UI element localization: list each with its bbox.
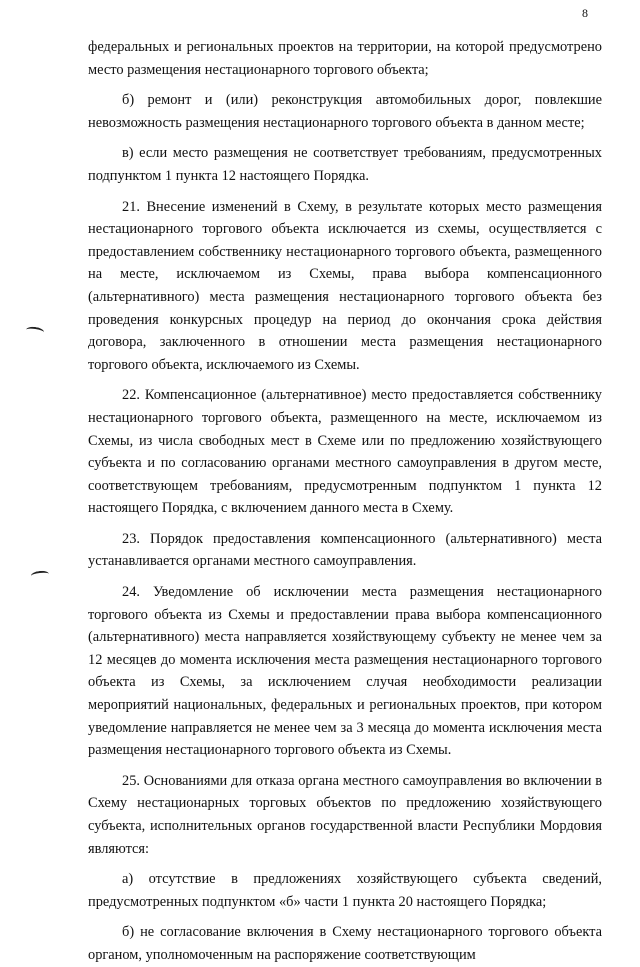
page-number: 8 — [582, 6, 588, 20]
paragraph-21: 21. Внесение изменений в Схему, в результате которых место размещения нестационарного торгового объекта исключается из схемы, осуществляется с предоставлением собственнику нестационарного торгового объекта, размещенного на месте, исключаемом из Схемы, права выбора компенсационного (альтернативного) места размещения нестационарного торгового объекта без проведения конкурсных процедур на период до окончания срока действия договора, заключенного в отношении места размещения нестационарного торгового объекта, исключаемого из Схемы. — [88, 198, 602, 373]
paragraph-continuation: федеральных и региональных проектов на территории, на которой предусмотрено место размещения нестационарного торгового объекта; — [88, 39, 602, 78]
paragraph-25: 25. Основаниями для отказа органа местного самоуправления во включении в Схему нестационарных торговых объектов по предложению хозяйствующего субъекта, исполнительных органов государственной власти Республики Мордовия являются: — [88, 772, 602, 857]
document-body — [88, 36, 602, 967]
paragraph-item-b: б) ремонт и (или) реконструкция автомобильных дорог, повлекшие невозможность размещения нестационарного торгового объекта в данном месте; — [88, 92, 602, 131]
margin-pen-mark — [26, 326, 45, 336]
paragraph-22: 22. Компенсационное (альтернативное) место предоставляется собственнику нестационарного торгового объекта, размещенного на месте, исключаемом из Схемы, из числа свободных мест в Схеме или по предложению хозяйствующего субъекта и по согласованию органами местного самоуправления в другом месте, соответствующем требованиям, предусмотренным подпунктом 1 пункта 12 настоящего Порядка, с включением данного места в Схему. — [88, 387, 602, 517]
paragraph-24: 24. Уведомление об исключении места размещения нестационарного торгового объекта из Схемы и предоставлении права выбора компенсационного (альтернативного) места направляется хозяйствующему субъекту не менее чем за 12 месяцев до момента исключения места размещения нестационарного торгового объекта из Схемы, за исключением случая необходимости реализации мероприятий национальных, федеральных и региональных проектов, при котором уведомление направляется не менее чем за 3 месяца до момента исключения места размещения нестационарного торгового объекта из Схемы. — [88, 584, 602, 759]
margin-pen-mark — [31, 570, 50, 580]
paragraph-item-a: а) отсутствие в предложениях хозяйствующего субъекта сведений, предусмотренных подпунктом «б» части 1 пункта 20 настоящего Порядка; — [88, 871, 602, 910]
paragraph-23: 23. Порядок предоставления компенсационного (альтернативного) места устанавливается органами местного самоуправления. — [88, 530, 602, 570]
paragraph-item-b2: б) не согласование включения в Схему нестационарного торгового объекта органом, уполномоченным на распоряжение соответствующим — [88, 924, 602, 963]
paragraph-item-v: в) если место размещения не соответствует требованиям, предусмотренных подпунктом 1 пункта 12 настоящего Порядка. — [88, 145, 602, 184]
